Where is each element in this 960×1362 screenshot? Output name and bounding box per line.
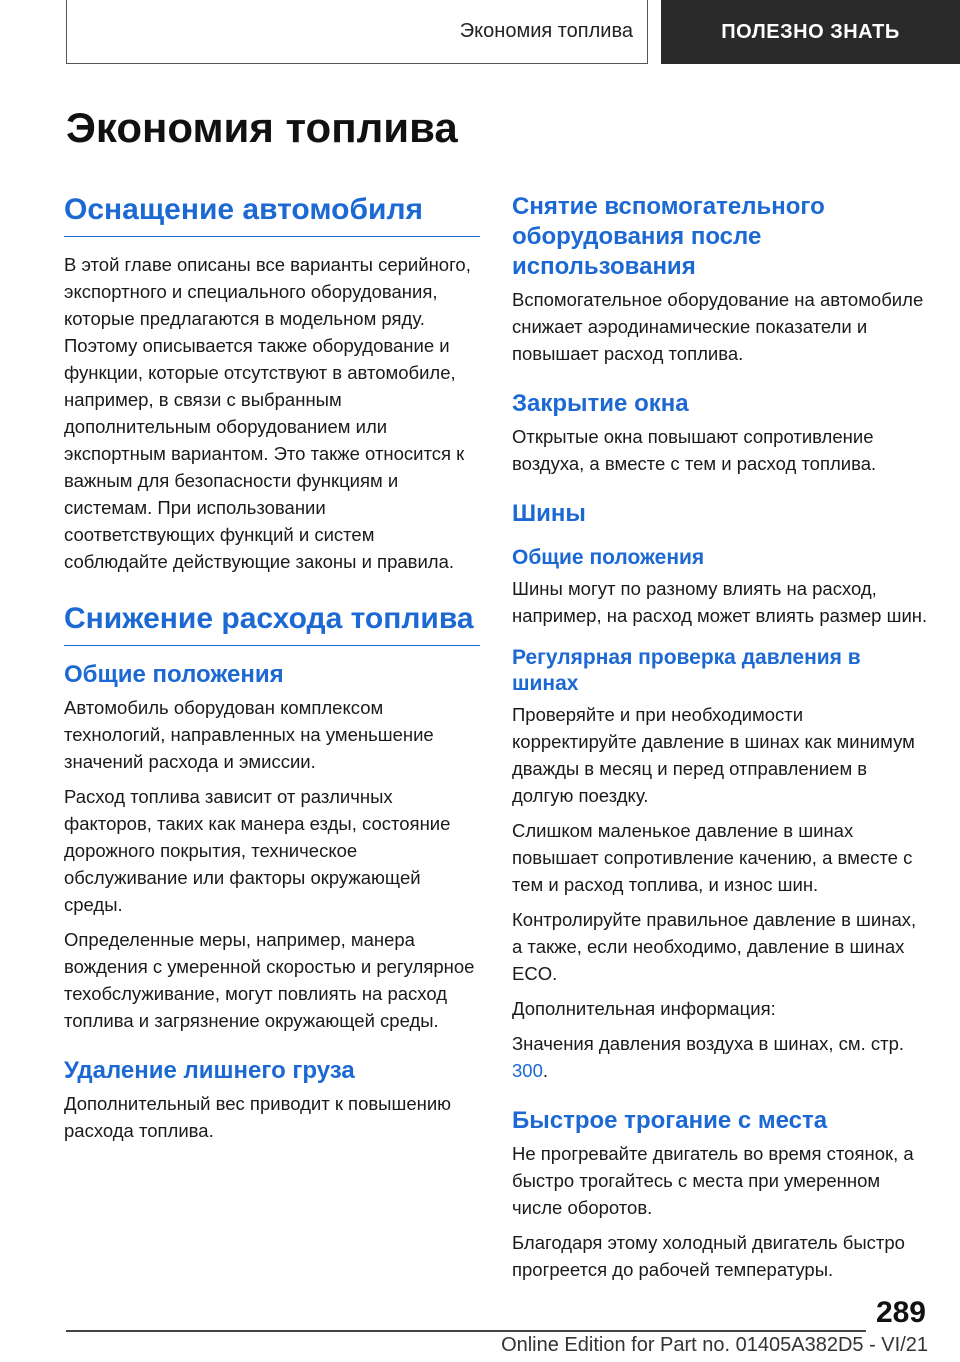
header-section-tab	[66, 0, 648, 64]
heading-remove-accessories: Снятие вспомогательного оборудования после использования	[512, 193, 825, 280]
heading-general: Общие положения	[64, 661, 284, 688]
pressure-text-5	[512, 1030, 928, 1084]
pressure-text-1: Проверяйте и при необходимости корректируйте давление в шинах как минимум дважды в месяц и перед отправлением в долгую поездку.	[512, 704, 915, 806]
header-section-title: Экономия топлива	[459, 20, 633, 42]
pressure-text-2: Слишком маленькое давление в шинах повышает сопротивление качению, а вместе с тем и расход топлива, и износ шин.	[512, 820, 913, 895]
general-text-1: Автомобиль оборудован комплексом технологий, направленных на уменьшение значений расхода и эмиссии.	[64, 697, 434, 772]
heading-equipment: Оснащение автомобиля	[64, 192, 480, 237]
heading-close-windows: Закрытие окна	[512, 390, 689, 417]
page-number: 289	[875, 1296, 926, 1329]
general-text-3: Определенные меры, например, манера вождения с умеренной скоростью и регулярное техобслуживание, могут повлиять на расход топлива и загрязнение окружающей среды.	[64, 929, 475, 1031]
general-text-2: Расход топлива зависит от различных факторов, таких как манера езды, состояние дорожного покрытия, техническое обслуживание или факторы окружающей среды.	[64, 786, 451, 915]
pressure-ref-prefix: Значения давления воздуха в шинах, см. стр.	[512, 1033, 905, 1054]
tires-general-text: Шины могут по разному влиять на расход, например, на расход может влиять размер шин.	[512, 578, 928, 626]
right-column	[512, 192, 928, 1291]
header-chapter-tab[interactable]	[661, 0, 960, 64]
page-title: Экономия топлива	[66, 104, 458, 151]
accessories-text: Вспомогательное оборудование на автомобиле снижает аэродинамические показатели и повышает расход топлива.	[512, 289, 924, 364]
footer-divider	[66, 1330, 866, 1332]
heading-reduce-consumption: Снижение расхода топлива	[64, 601, 480, 646]
header-chapter-title: ПОЛЕЗНО ЗНАТЬ	[721, 20, 900, 43]
pressure-text-3: Контролируйте правильное давление в шинах, а также, если необходимо, давление в шинах ECO.	[512, 909, 917, 984]
pressure-ref-suffix: .	[542, 1060, 549, 1081]
pressure-text-4: Дополнительная информация:	[512, 998, 776, 1019]
windows-text: Открытые окна повышают сопротивление воздуха, а вместе с тем и расход топлива.	[512, 426, 877, 474]
heading-tires: Шины	[512, 500, 586, 527]
page-reference-link[interactable]: 300	[512, 1060, 543, 1081]
cargo-text: Дополнительный вес приводит к повышению расхода топлива.	[64, 1093, 452, 1141]
heading-quick-start: Быстрое трогание с места	[512, 1107, 828, 1134]
start-text-1: Не прогревайте двигатель во время стоянок, а быстро трогайтесь с места при умеренном числе оборотов.	[512, 1143, 914, 1218]
heading-tires-general: Общие положения	[512, 546, 705, 569]
heading-remove-cargo: Удаление лишнего груза	[64, 1057, 355, 1084]
start-text-2: Благодаря этому холодный двигатель быстро прогреется до рабочей температуры.	[512, 1232, 905, 1280]
heading-tire-pressure: Регулярная проверка давления в шинах	[512, 646, 861, 695]
equipment-text: В этой главе описаны все варианты серийного, экспортного и специального оборудования, которые предлагаются в модельном ряду. Поэтому описывается также оборудование и функции, которые отсутствуют в автомобиле, например, в связи с выбранным дополнительным оборудованием или экспортным вариантом. Это также относится к важным для безопасности функциям и системам. При использовании соответствующих функций и систем соблюдайте действующие законы и правила.	[64, 254, 471, 572]
footer-edition: Online Edition for Part no. 01405A382D5 - VI/21	[501, 1334, 928, 1356]
left-column	[64, 192, 480, 1152]
